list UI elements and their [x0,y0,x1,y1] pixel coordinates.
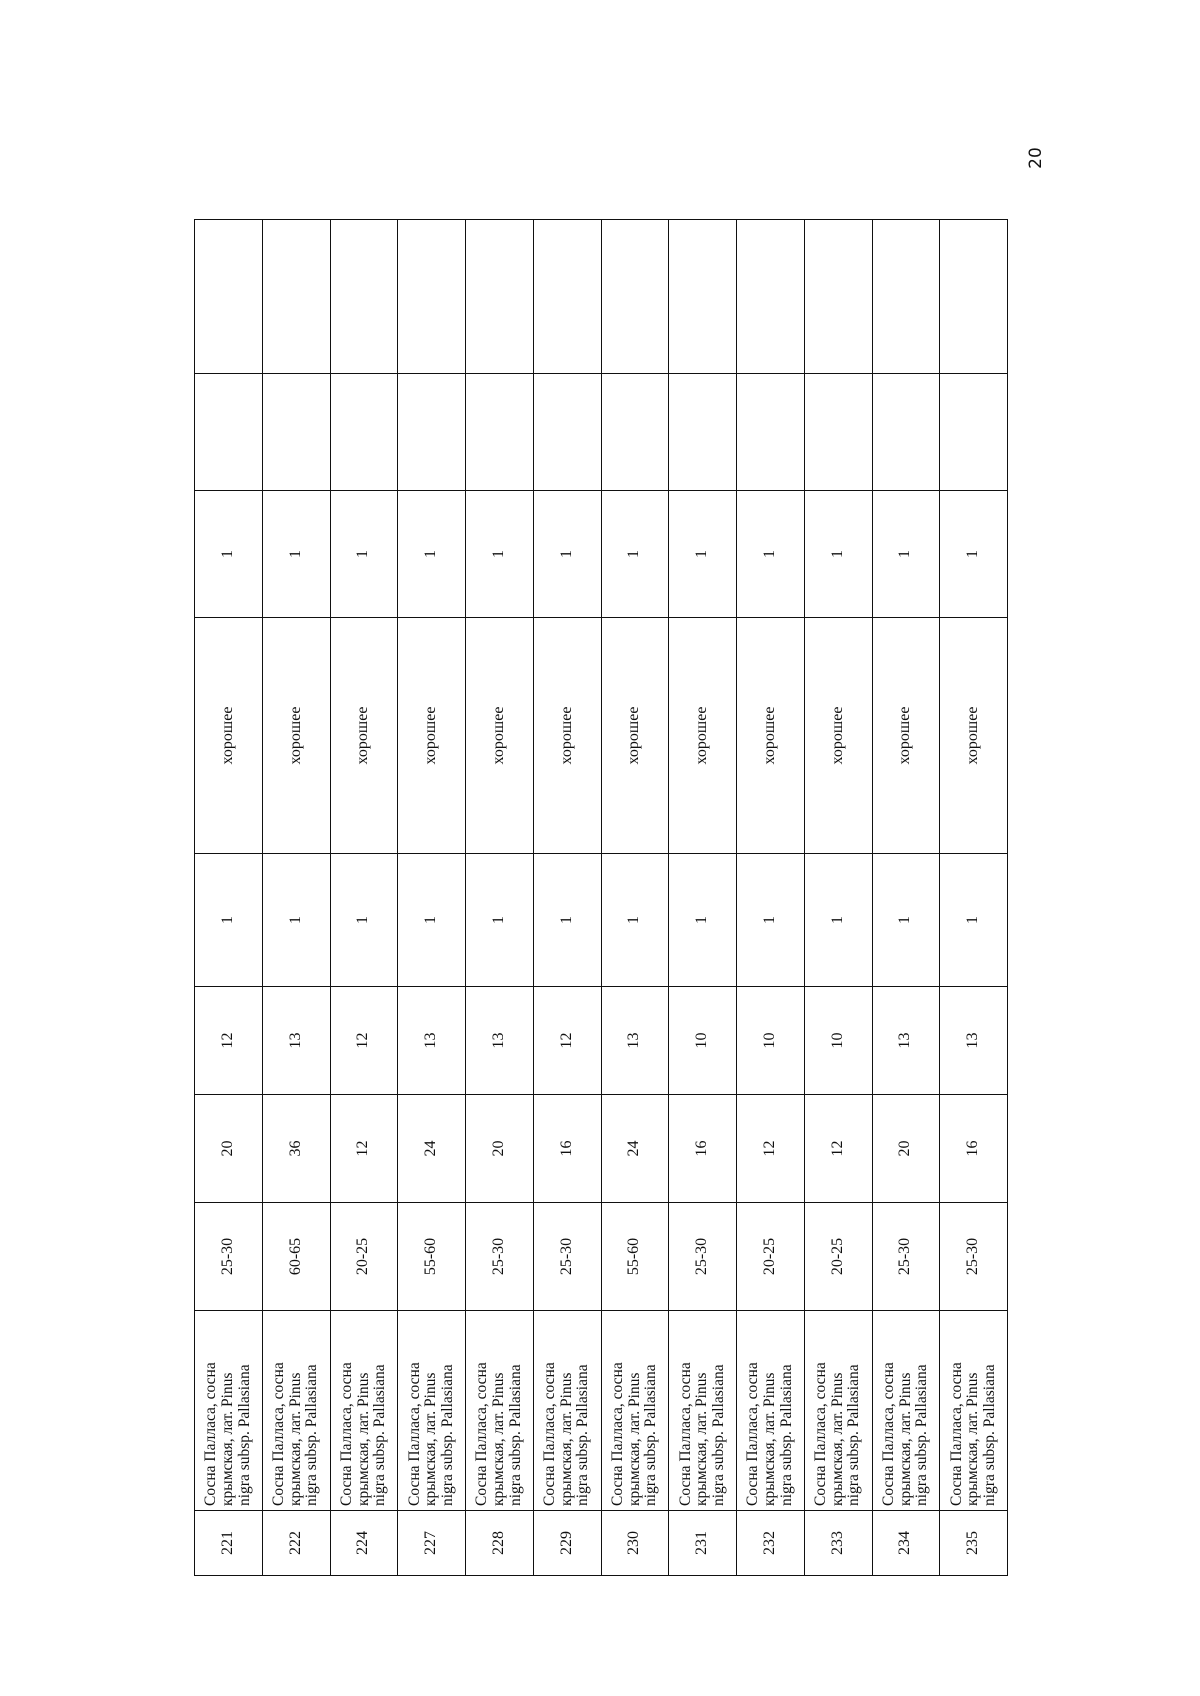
species-line: nigra subsp. Pallasiana [845,1364,863,1506]
cell-age: 25-30 [195,1203,263,1311]
species-line: nigra subsp. Pallasiana [709,1364,727,1506]
cell-age: 25-30 [872,1203,940,1311]
cell-species [195,1311,263,1511]
cell-empty [398,220,466,374]
cell-count: 1 [601,854,669,987]
cell-number: 228 [466,1511,534,1576]
cell-category: 1 [669,491,737,618]
cell-age: 25-30 [533,1203,601,1311]
cell-empty [872,220,940,374]
cell-count: 1 [398,854,466,987]
species-line: крымская, лат. Pinus [354,1372,372,1506]
cell-age: 55-60 [398,1203,466,1311]
cell-trunk-diameter: 12 [804,1095,872,1203]
species-line: Сосна Палласа, сосна [473,1362,491,1506]
cell-species [601,1311,669,1511]
table-row [398,220,466,1576]
cell-empty [940,374,1008,491]
species-line: nigra subsp. Pallasiana [642,1364,660,1506]
species-line: крымская, лат. Pinus [625,1372,643,1506]
table-row [669,220,737,1576]
table-row [737,220,805,1576]
cell-age: 60-65 [262,1203,330,1311]
table-row [262,220,330,1576]
cell-category: 1 [533,491,601,618]
tree-registry-table [194,219,1008,1576]
species-line: крымская, лат. Pinus [557,1372,575,1506]
cell-category: 1 [804,491,872,618]
cell-height: 13 [601,987,669,1095]
cell-number: 229 [533,1511,601,1576]
cell-height: 12 [330,987,398,1095]
cell-category: 1 [195,491,263,618]
cell-height: 12 [195,987,263,1095]
cell-empty [533,374,601,491]
cell-number: 224 [330,1511,398,1576]
cell-species [669,1311,737,1511]
cell-empty [737,374,805,491]
cell-empty [262,374,330,491]
species-line: крымская, лат. Pinus [422,1372,440,1506]
cell-height: 10 [804,987,872,1095]
cell-condition: хорошее [466,618,534,854]
cell-species [804,1311,872,1511]
cell-age: 20-25 [737,1203,805,1311]
species-line: Сосна Палласа, сосна [608,1362,626,1506]
cell-species [872,1311,940,1511]
table-row [804,220,872,1576]
cell-number: 221 [195,1511,263,1576]
cell-height: 13 [872,987,940,1095]
species-line: Сосна Палласа, сосна [879,1362,897,1506]
cell-empty [737,220,805,374]
table-row [940,220,1008,1576]
cell-trunk-diameter: 36 [262,1095,330,1203]
cell-empty [804,220,872,374]
cell-species [466,1311,534,1511]
table-row [533,220,601,1576]
table-row [601,220,669,1576]
cell-height: 12 [533,987,601,1095]
cell-species [262,1311,330,1511]
species-line: nigra subsp. Pallasiana [777,1364,795,1506]
cell-empty [533,220,601,374]
species-line: крымская, лат. Pinus [286,1372,304,1506]
table-container [194,220,1007,1576]
cell-condition: хорошее [669,618,737,854]
cell-number: 233 [804,1511,872,1576]
cell-trunk-diameter: 24 [398,1095,466,1203]
cell-trunk-diameter: 16 [533,1095,601,1203]
species-line: nigra subsp. Pallasiana [438,1364,456,1506]
cell-count: 1 [669,854,737,987]
cell-category: 1 [872,491,940,618]
cell-category: 1 [601,491,669,618]
cell-count: 1 [466,854,534,987]
cell-empty [601,374,669,491]
cell-category: 1 [398,491,466,618]
cell-empty [398,374,466,491]
cell-species [737,1311,805,1511]
cell-height: 13 [262,987,330,1095]
cell-number: 232 [737,1511,805,1576]
table-row [872,220,940,1576]
species-line: Сосна Палласа, сосна [744,1362,762,1506]
page-number: 20 [1026,147,1046,169]
cell-condition: хорошее [872,618,940,854]
cell-count: 1 [262,854,330,987]
species-line: nigra subsp. Pallasiana [303,1364,321,1506]
cell-count: 1 [195,854,263,987]
cell-trunk-diameter: 12 [737,1095,805,1203]
cell-condition: хорошее [601,618,669,854]
cell-category: 1 [466,491,534,618]
cell-empty [940,220,1008,374]
cell-count: 1 [940,854,1008,987]
cell-empty [669,220,737,374]
cell-category: 1 [737,491,805,618]
cell-trunk-diameter: 20 [466,1095,534,1203]
species-line: Сосна Палласа, сосна [812,1362,830,1506]
species-line: Сосна Палласа, сосна [541,1362,559,1506]
cell-trunk-diameter: 20 [195,1095,263,1203]
species-line: Сосна Палласа, сосна [337,1362,355,1506]
cell-empty [804,374,872,491]
cell-trunk-diameter: 24 [601,1095,669,1203]
table-row [466,220,534,1576]
cell-empty [466,374,534,491]
cell-condition: хорошее [262,618,330,854]
cell-condition: хорошее [804,618,872,854]
species-line: крымская, лат. Pinus [828,1372,846,1506]
species-line: Сосна Палласа, сосна [947,1362,965,1506]
cell-empty [195,220,263,374]
species-line: nigra subsp. Pallasiana [980,1364,998,1506]
cell-number: 235 [940,1511,1008,1576]
cell-count: 1 [737,854,805,987]
cell-age: 55-60 [601,1203,669,1311]
species-line: nigra subsp. Pallasiana [574,1364,592,1506]
cell-trunk-diameter: 16 [669,1095,737,1203]
cell-species [940,1311,1008,1511]
cell-empty [330,374,398,491]
cell-height: 10 [669,987,737,1095]
cell-count: 1 [533,854,601,987]
species-line: крымская, лат. Pinus [964,1372,982,1506]
cell-condition: хорошее [195,618,263,854]
cell-condition: хорошее [330,618,398,854]
cell-empty [195,374,263,491]
cell-species [330,1311,398,1511]
cell-number: 222 [262,1511,330,1576]
cell-number: 230 [601,1511,669,1576]
cell-trunk-diameter: 16 [940,1095,1008,1203]
table-row [195,220,263,1576]
cell-count: 1 [330,854,398,987]
species-line: Сосна Палласа, сосна [270,1362,288,1506]
cell-species [398,1311,466,1511]
table-body [195,220,1008,1576]
cell-height: 13 [398,987,466,1095]
cell-species [533,1311,601,1511]
species-line: крымская, лат. Pinus [219,1372,236,1506]
cell-empty [466,220,534,374]
species-line: Сосна Палласа, сосна [676,1362,694,1506]
cell-number: 227 [398,1511,466,1576]
species-line: крымская, лат. Pinus [896,1372,914,1506]
cell-age: 20-25 [804,1203,872,1311]
cell-height: 13 [466,987,534,1095]
cell-number: 231 [669,1511,737,1576]
cell-empty [262,220,330,374]
cell-condition: хорошее [533,618,601,854]
cell-age: 25-30 [466,1203,534,1311]
cell-age: 25-30 [940,1203,1008,1311]
cell-trunk-diameter: 20 [872,1095,940,1203]
cell-height: 10 [737,987,805,1095]
species-line: nigra subsp. Pallasiana [506,1364,524,1506]
cell-age: 25-30 [669,1203,737,1311]
cell-condition: хорошее [940,618,1008,854]
cell-trunk-diameter: 12 [330,1095,398,1203]
table-row [330,220,398,1576]
cell-number: 234 [872,1511,940,1576]
species-line: nigra subsp. Pallasiana [913,1364,931,1506]
species-line: крымская, лат. Pinus [761,1372,778,1506]
cell-count: 1 [872,854,940,987]
species-line: Сосна Палласа, сосна [405,1362,423,1506]
cell-count: 1 [804,854,872,987]
cell-empty [601,220,669,374]
cell-empty [669,374,737,491]
cell-category: 1 [330,491,398,618]
cell-category: 1 [262,491,330,618]
cell-empty [330,220,398,374]
cell-condition: хорошее [398,618,466,854]
species-line: крымская, лат. Pinus [490,1372,507,1506]
cell-age: 20-25 [330,1203,398,1311]
species-line: nigra subsp. Pallasiana [235,1364,253,1506]
cell-condition: хорошее [737,618,805,854]
species-line: nigra subsp. Pallasiana [371,1364,389,1506]
species-line: крымская, лат. Pinus [693,1372,711,1506]
cell-category: 1 [940,491,1008,618]
species-line: Сосна Палласа, сосна [202,1362,220,1506]
cell-empty [872,374,940,491]
cell-height: 13 [940,987,1008,1095]
